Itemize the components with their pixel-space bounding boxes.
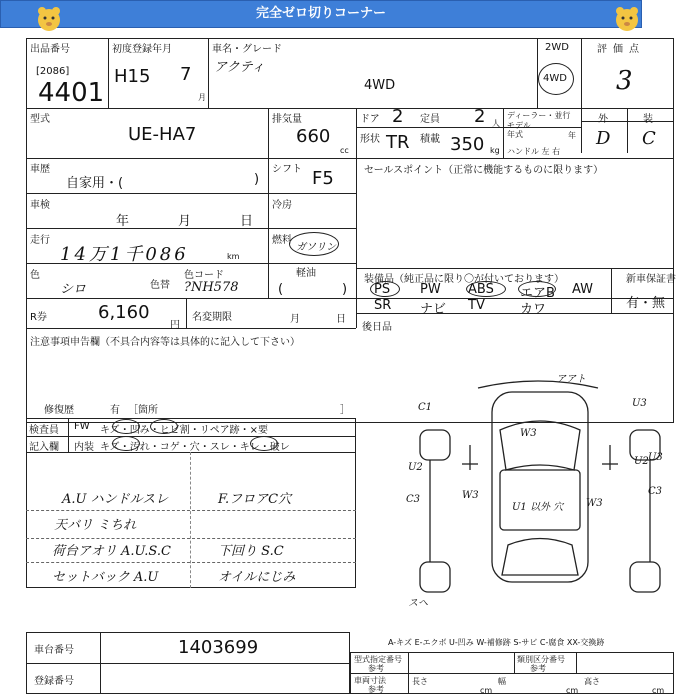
remark-1a: A.U ハンドルスレ	[62, 492, 169, 507]
category-label: 類別区分番号	[517, 655, 565, 664]
model-year-label: モデル年式	[507, 121, 531, 139]
score-int-label: 装	[643, 114, 653, 125]
page-title: 完全ゼロ切りコーナー	[255, 6, 386, 21]
drive-label: 2WD	[545, 42, 569, 53]
notes-label: 注意事項申告欄（不具合内容等は具体的に記入して下さい）	[30, 337, 300, 348]
diagram-mark: U3	[632, 398, 647, 409]
bear-mascot-icon	[612, 4, 642, 34]
header-banner	[0, 0, 642, 28]
name-change-day: 日	[336, 314, 346, 325]
diagram-top-note: アアト	[556, 374, 586, 385]
fw-mark-circle	[112, 419, 140, 434]
equipment-mark-circle	[518, 281, 556, 297]
inspection-month: 月	[178, 214, 192, 229]
ac-label: 冷房	[272, 200, 292, 211]
equipment-item: TV	[468, 298, 485, 313]
color-code-label: 色コード	[184, 270, 224, 281]
diagram-mark: C3	[648, 486, 663, 497]
model-designation-label: 型式指定番号	[354, 655, 402, 664]
equipment-item: ナビ	[420, 302, 447, 317]
diagram-mark: スヘ	[408, 598, 428, 609]
aftermarket-label: 後日品	[362, 322, 392, 333]
lot-sub: [2086]	[36, 66, 70, 77]
remark-3b: 下回り S.C	[218, 544, 284, 559]
color-ext-label: 色替	[150, 280, 170, 291]
score-ext: D	[596, 128, 611, 149]
score-ext-label: 外	[598, 114, 608, 125]
name-change-label: 名変期限	[192, 312, 232, 323]
recycle-label: R券	[30, 312, 47, 323]
history-label: 車歴	[30, 164, 50, 175]
fuel-paren-open: (	[278, 282, 284, 297]
dims-label: 車両寸法	[354, 676, 386, 685]
warranty-value: 有・無	[626, 296, 666, 311]
score-int: C	[642, 128, 656, 149]
load-unit: kg	[490, 146, 500, 155]
dims-width: 幅	[498, 677, 506, 686]
shape-label: 形状	[360, 134, 380, 145]
inspector-label2: 記入欄	[29, 442, 59, 453]
damage-legend: A-キズ E-エクボ U-凹み W-補修跡 S-サビ C-腐食 XX-交換跡	[388, 638, 605, 647]
remark-2: 天バリ ミちれ	[54, 518, 137, 533]
repair-value: 有	[110, 405, 120, 416]
color-label: 色	[30, 270, 40, 281]
model-designation-sub: 参考	[368, 664, 384, 673]
fuel-gasoline: ガソリン	[296, 242, 336, 253]
score-label: 評価点	[597, 44, 645, 55]
inspection-label: 車検	[30, 200, 50, 211]
lot-label: 出品番号	[30, 44, 70, 55]
int-mark-circle	[112, 436, 140, 451]
equipment-mark-circle	[370, 281, 400, 297]
diagram-mark: W3	[586, 498, 603, 509]
displacement-label: 排気量	[272, 114, 302, 125]
fuel-label: 燃料	[272, 235, 292, 246]
color-value: シロ	[60, 282, 87, 297]
recycle-value: 6,160	[98, 302, 150, 323]
car-name: アクティ	[214, 60, 265, 75]
remark-3a: 荷台アオリ A.U.S.C	[52, 544, 171, 559]
inspector-label1: 検査員	[29, 425, 59, 436]
model-label: 型式	[30, 114, 50, 125]
shape-value: TR	[386, 132, 410, 153]
diagram-mark: U1 以外 穴	[512, 502, 564, 513]
repair-label: 修復歴	[44, 405, 74, 416]
lot-number: 4401	[38, 78, 105, 108]
handle-label: ハンドル 左 右	[507, 147, 561, 156]
recycle-unit: 円	[170, 320, 180, 331]
equipment-label: 装備品（純正品に限り〇が付いております）	[364, 274, 564, 285]
fuel-paren-close: )	[342, 282, 348, 297]
equipment-mark-circle	[466, 281, 506, 297]
sales-point-label: セールスポイント（正常に機能するものに限ります）	[364, 165, 604, 176]
dims-sub: 参考	[368, 685, 384, 694]
repair-close: ］	[340, 405, 350, 416]
capacity-label: 定員	[420, 114, 440, 125]
capacity-unit: 人	[492, 119, 500, 128]
chassis-label: 車台番号	[34, 645, 74, 656]
warranty-label: 新車保証書	[626, 274, 676, 285]
equipment-item: AW	[572, 282, 594, 297]
int-items: キズ・汚れ・コゲ・穴・スレ・キレ・破レ	[100, 442, 290, 453]
name-change-month: 月	[290, 314, 300, 325]
displacement-unit: cc	[340, 146, 349, 155]
history-close: )	[254, 172, 260, 187]
capacity-value: 2	[474, 106, 486, 127]
diagram-mark: U2	[408, 462, 423, 473]
fuel-diesel: 軽油	[296, 268, 316, 279]
mileage-label: 走行	[30, 235, 50, 246]
dims-unit: cm	[652, 686, 665, 695]
dealer-label: ディーラー・並行	[507, 111, 571, 120]
remark-1b: F.フロアC穴	[218, 492, 292, 507]
diagram-mark: U2	[634, 456, 649, 467]
model-value: UE-HA7	[128, 124, 197, 145]
remark-4b: オイルにじみ	[218, 570, 296, 585]
equipment-item: ABS	[468, 282, 494, 297]
dims-length: 長さ	[412, 677, 428, 686]
equipment-item: SR	[374, 298, 392, 313]
load-label: 積載	[420, 134, 440, 145]
displacement-value: 660	[296, 126, 331, 147]
car-grade: 4WD	[364, 78, 396, 93]
inspection-day: 日	[240, 214, 254, 229]
drive-selected: 4WD	[543, 73, 567, 84]
shift-label: シフト	[272, 164, 302, 175]
first-reg-month: 7	[180, 64, 192, 85]
chassis-value: 1403699	[178, 637, 259, 658]
fw-label: FW	[74, 421, 90, 432]
int-mark-circle	[250, 436, 278, 451]
equipment-item: PW	[420, 282, 441, 297]
fw-items: キズ・凹み・ヒビ割・リペア跡・×要	[100, 425, 268, 436]
score-value: 3	[616, 66, 633, 96]
fw-mark-circle	[150, 419, 178, 434]
diagram-mark: U3	[648, 452, 663, 463]
mileage-unit: km	[227, 252, 240, 261]
doors-value: 2	[392, 106, 404, 127]
category-sub: 参考	[530, 664, 546, 673]
repair-bracket: ［箇所	[128, 405, 158, 416]
diagram-mark: W3	[520, 428, 537, 439]
dims-unit: cm	[480, 686, 493, 695]
doors-label: ドア	[360, 114, 380, 125]
form-frame	[26, 38, 674, 423]
bear-mascot-icon	[34, 4, 64, 34]
equipment-item: エアB	[520, 286, 555, 301]
diagram-mark: C1	[418, 402, 433, 413]
first-reg-label: 初度登録年月	[112, 44, 172, 55]
color-code: ?NH578	[184, 280, 239, 295]
model-year-unit: 年	[568, 131, 576, 140]
mileage-value: 14万1千086	[60, 244, 189, 265]
diagram-mark: C3	[406, 494, 421, 505]
equipment-item: PS	[374, 282, 391, 297]
int-label: 内装	[74, 442, 94, 453]
first-reg-era: H15	[114, 66, 151, 87]
equipment-item: カワ	[520, 302, 547, 317]
history-value: 自家用・(	[66, 176, 124, 191]
car-name-label: 車名・グレード	[212, 44, 282, 55]
registration-label: 登録番号	[34, 676, 74, 687]
diagram-mark: W3	[462, 490, 479, 501]
first-reg-month-unit: 月	[198, 93, 206, 102]
remark-4a: セットバック A.U	[52, 570, 159, 585]
dims-unit: cm	[566, 686, 579, 695]
dims-height: 高さ	[584, 677, 600, 686]
shift-value: F5	[312, 168, 334, 189]
inspection-year: 年	[116, 214, 130, 229]
load-value: 350	[450, 134, 485, 155]
